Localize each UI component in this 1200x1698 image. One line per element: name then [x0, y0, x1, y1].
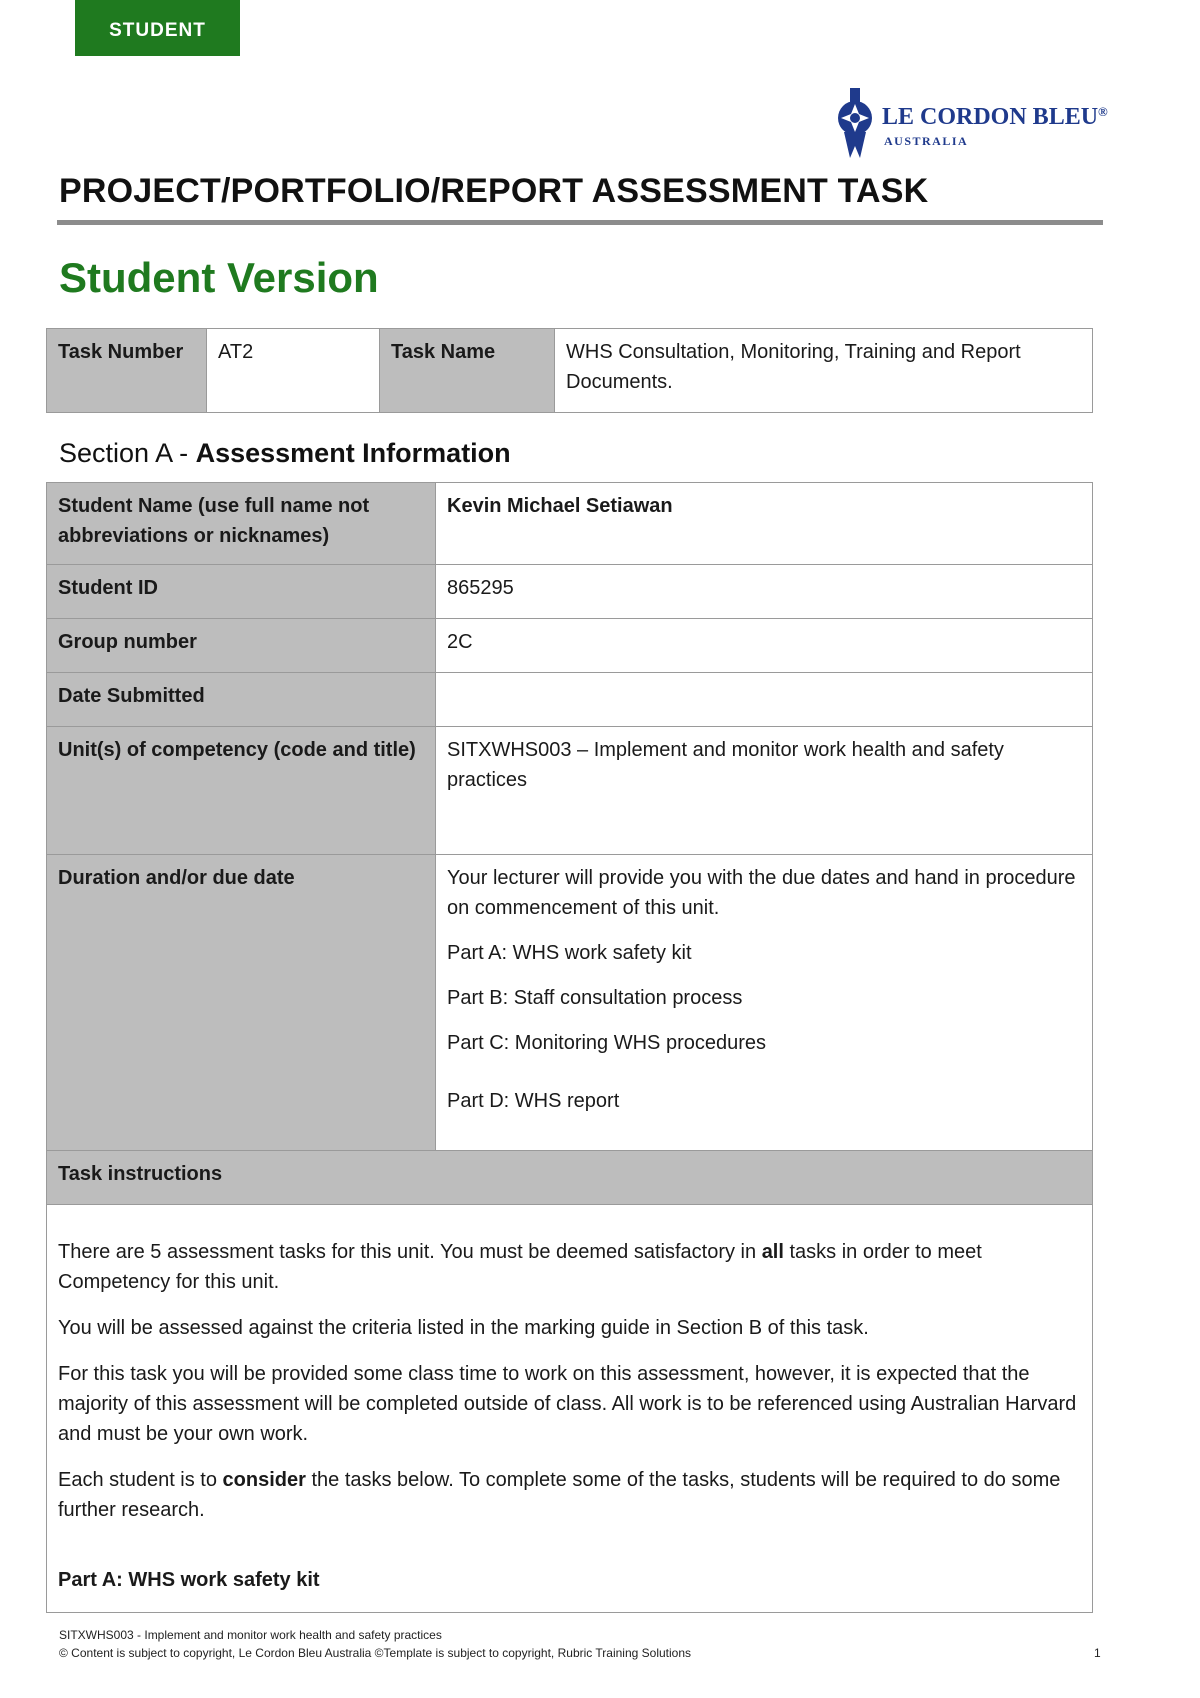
- cross-emblem-icon: [830, 86, 880, 166]
- logo-wordmark: LE CORDON BLEU®: [882, 104, 1108, 130]
- unit-value: SITXWHS003 – Implement and monitor work health and safety practices: [436, 727, 1093, 855]
- task-number-value: AT2: [207, 329, 380, 413]
- document-title: PROJECT/PORTFOLIO/REPORT ASSESSMENT TASK: [59, 172, 929, 210]
- part-item: Part C: Monitoring WHS procedures: [447, 1032, 767, 1054]
- footer-copyright-line: © Content is subject to copyright, Le Cordon Bleu Australia ©Template is subject to copyright, Rubric Training Solutions: [59, 1646, 692, 1660]
- part-item: Part D: WHS report: [447, 1090, 620, 1112]
- task-name-label: Task Name: [380, 329, 555, 413]
- assessment-info-table: [46, 482, 1093, 1613]
- instructions-paragraph: Each student is to consider the tasks below. To complete some of the tasks, students will be required to do some further research.: [58, 1469, 1061, 1521]
- unit-label: Unit(s) of competency (code and title): [47, 727, 436, 855]
- part-item: Part B: Staff consultation process: [447, 987, 743, 1009]
- instructions-paragraph: There are 5 assessment tasks for this unit. You must be deemed satisfactory in all tasks in order to meet Competency for this unit.: [58, 1241, 982, 1293]
- instructions-paragraph: For this task you will be provided some class time to work on this assessment, however, it is expected that the majority of this assessment will be completed outside of class. All work is to be referenced using Australian Harvard and must be your own work.: [58, 1363, 1077, 1445]
- footer-unit-line: SITXWHS003 - Implement and monitor work health and safety practices: [59, 1628, 442, 1642]
- part-a-heading: Part A: WHS work safety kit: [58, 1569, 320, 1591]
- part-item: Part A: WHS work safety kit: [447, 942, 692, 964]
- student-id-label: Student ID: [47, 565, 436, 619]
- group-number-value: 2C: [436, 619, 1093, 673]
- page-number: 1: [1094, 1646, 1101, 1660]
- date-submitted-value: [436, 673, 1093, 727]
- student-name-value: Kevin Michael Setiawan: [436, 483, 1093, 565]
- section-a-heading: Section A - Assessment Information: [59, 438, 511, 468]
- version-heading: Student Version: [59, 254, 379, 301]
- task-instructions-body: [47, 1205, 1093, 1613]
- logo-subtitle: AUSTRALIA: [884, 134, 969, 148]
- date-submitted-label: Date Submitted: [47, 673, 436, 727]
- task-name-value: WHS Consultation, Monitoring, Training and Report Documents.: [555, 329, 1093, 413]
- group-number-label: Group number: [47, 619, 436, 673]
- task-instructions-header: Task instructions: [47, 1151, 1093, 1205]
- task-number-label: Task Number: [47, 329, 207, 413]
- duration-label: Duration and/or due date: [47, 855, 436, 1151]
- student-name-label: Student Name (use full name not abbreviations or nicknames): [47, 483, 436, 565]
- student-tab: STUDENT: [75, 0, 240, 56]
- duration-intro: Your lecturer will provide you with the due dates and hand in procedure on commencement of this unit.: [447, 867, 1076, 919]
- title-divider: [57, 220, 1103, 225]
- instructions-paragraph: You will be assessed against the criteria listed in the marking guide in Section B of this task.: [58, 1317, 869, 1339]
- duration-value: [436, 855, 1093, 1151]
- task-table: [46, 328, 1093, 413]
- student-id-value: 865295: [436, 565, 1093, 619]
- le-cordon-bleu-logo: [830, 86, 1108, 166]
